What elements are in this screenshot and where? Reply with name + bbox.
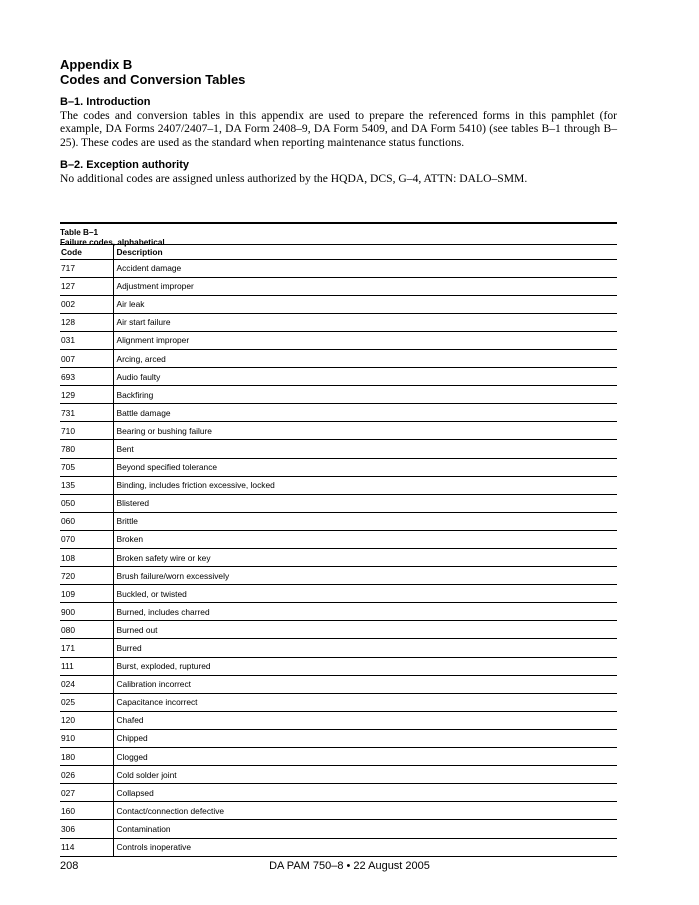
cell-code: 705 (60, 458, 113, 476)
cell-code: 026 (60, 766, 113, 784)
footer-document-id: DA PAM 750–8 • 22 August 2005 (269, 860, 430, 872)
table-row (60, 404, 617, 422)
section-text-exception-authority: No additional codes are assigned unless authorized by the HQDA, DCS, G–4, ATTN: DALO–SMM. (60, 172, 528, 185)
cell-code: 720 (60, 567, 113, 585)
table-row (60, 838, 617, 856)
cell-description: Blistered (113, 494, 617, 512)
cell-code: 910 (60, 729, 113, 747)
cell-description: Burred (113, 639, 617, 657)
cell-code: 306 (60, 820, 113, 838)
cell-code: 002 (60, 295, 113, 313)
cell-description: Battle damage (113, 404, 617, 422)
cell-description: Broken safety wire or key (113, 549, 617, 567)
table-number: Table B–1 (60, 228, 99, 237)
cell-code: 114 (60, 838, 113, 856)
cell-code: 731 (60, 404, 113, 422)
table-row (60, 476, 617, 494)
table-row (60, 512, 617, 530)
table-caption (60, 224, 617, 247)
appendix-label: Appendix B (60, 57, 133, 72)
table-row (60, 748, 617, 766)
table-row (60, 295, 617, 313)
cell-description: Bent (113, 440, 617, 458)
cell-code: 070 (60, 530, 113, 548)
table-row (60, 259, 617, 277)
cell-code: 693 (60, 368, 113, 386)
cell-description: Contact/connection defective (113, 802, 617, 820)
table-row (60, 277, 617, 295)
cell-description: Clogged (113, 748, 617, 766)
table-row (60, 603, 617, 621)
table-row (60, 331, 617, 349)
cell-description: Accident damage (113, 259, 617, 277)
table-row (60, 549, 617, 567)
column-header-code: Code (60, 245, 113, 260)
footer-page-number: 208 (60, 860, 79, 872)
table-row (60, 820, 617, 838)
cell-description: Brush failure/worn excessively (113, 567, 617, 585)
cell-code: 171 (60, 639, 113, 657)
table-row (60, 585, 617, 603)
table-row (60, 494, 617, 512)
cell-description: Binding, includes friction excessive, locked (113, 476, 617, 494)
cell-description: Brittle (113, 512, 617, 530)
cell-code: 031 (60, 331, 113, 349)
table-row (60, 675, 617, 693)
table-row (60, 729, 617, 747)
table-row (60, 802, 617, 820)
cell-code: 160 (60, 802, 113, 820)
section-text-introduction: The codes and conversion tables in this appendix are used to prepare the referenced forms in this pamphlet (for example, DA Forms 2407/2407–1, DA Form 2408–9, DA Form 5409, and DA Form 5410) (see tables B–1 through B–25). These codes are used as the standard when reporting maintenance status functions. (60, 109, 617, 149)
cell-description: Alignment improper (113, 331, 617, 349)
cell-description: Air start failure (113, 313, 617, 331)
failure-codes-table-block (60, 222, 617, 857)
cell-description: Collapsed (113, 784, 617, 802)
table-row (60, 530, 617, 548)
table-row (60, 458, 617, 476)
table-row (60, 639, 617, 657)
cell-description: Audio faulty (113, 368, 617, 386)
cell-code: 120 (60, 711, 113, 729)
cell-description: Contamination (113, 820, 617, 838)
table-title: Failure codes, alphabetical (60, 237, 165, 247)
cell-code: 025 (60, 693, 113, 711)
failure-codes-table (60, 244, 617, 857)
cell-code: 900 (60, 603, 113, 621)
cell-description: Arcing, arced (113, 349, 617, 367)
cell-description: Burst, exploded, ruptured (113, 657, 617, 675)
cell-code: 780 (60, 440, 113, 458)
table-row (60, 349, 617, 367)
appendix-title: Codes and Conversion Tables (60, 72, 246, 87)
cell-description: Beyond specified tolerance (113, 458, 617, 476)
table-header-row (60, 245, 617, 260)
cell-description: Air leak (113, 295, 617, 313)
cell-description: Broken (113, 530, 617, 548)
table-row (60, 567, 617, 585)
cell-description: Buckled, or twisted (113, 585, 617, 603)
appendix-heading (60, 57, 245, 87)
table-row (60, 313, 617, 331)
cell-description: Burned out (113, 621, 617, 639)
cell-code: 710 (60, 422, 113, 440)
cell-code: 060 (60, 512, 113, 530)
cell-code: 111 (60, 657, 113, 675)
cell-code: 717 (60, 259, 113, 277)
cell-code: 027 (60, 784, 113, 802)
cell-description: Chafed (113, 711, 617, 729)
cell-code: 129 (60, 386, 113, 404)
cell-description: Burned, includes charred (113, 603, 617, 621)
cell-description: Backfiring (113, 386, 617, 404)
cell-code: 050 (60, 494, 113, 512)
section-heading-exception-authority: B–2. Exception authority (60, 159, 189, 171)
table-row (60, 386, 617, 404)
table-row (60, 440, 617, 458)
cell-description: Adjustment improper (113, 277, 617, 295)
table-row (60, 711, 617, 729)
cell-code: 007 (60, 349, 113, 367)
table-row (60, 766, 617, 784)
cell-code: 180 (60, 748, 113, 766)
table-body (60, 259, 617, 856)
table-row (60, 368, 617, 386)
table-row (60, 784, 617, 802)
table-row (60, 657, 617, 675)
cell-description: Capacitance incorrect (113, 693, 617, 711)
cell-code: 128 (60, 313, 113, 331)
cell-code: 135 (60, 476, 113, 494)
cell-description: Calibration incorrect (113, 675, 617, 693)
cell-code: 127 (60, 277, 113, 295)
cell-description: Controls inoperative (113, 838, 617, 856)
column-header-description: Description (113, 245, 617, 260)
cell-description: Cold solder joint (113, 766, 617, 784)
cell-code: 108 (60, 549, 113, 567)
cell-description: Chipped (113, 729, 617, 747)
cell-code: 109 (60, 585, 113, 603)
section-heading-introduction: B–1. Introduction (60, 96, 151, 108)
table-row (60, 693, 617, 711)
table-row (60, 621, 617, 639)
cell-description: Bearing or bushing failure (113, 422, 617, 440)
table-row (60, 422, 617, 440)
cell-code: 024 (60, 675, 113, 693)
cell-code: 080 (60, 621, 113, 639)
